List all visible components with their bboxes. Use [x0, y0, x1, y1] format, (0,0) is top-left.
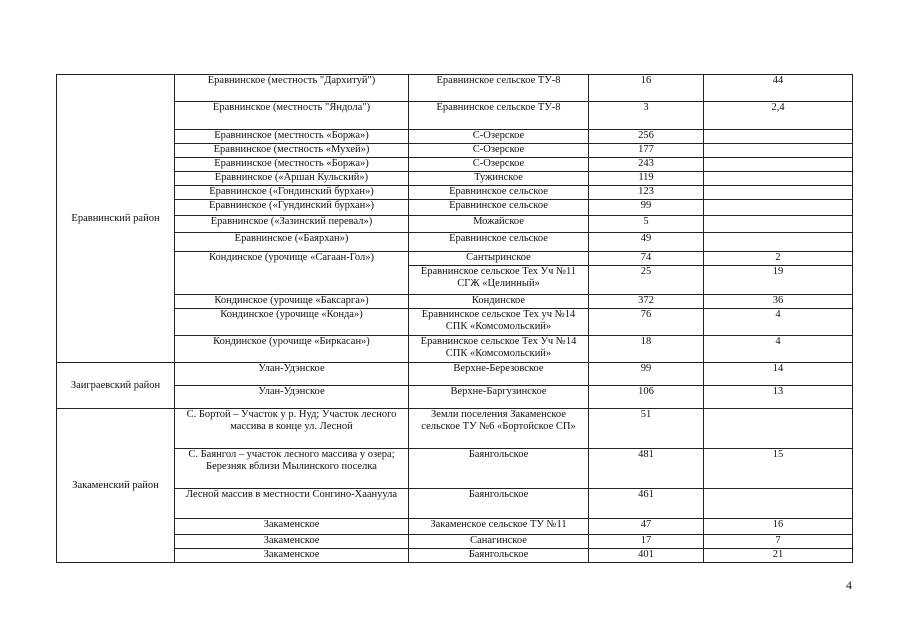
- organization-cell: Верхне-Березовское: [409, 363, 589, 386]
- table-row: [57, 386, 853, 409]
- table-row: [57, 309, 853, 336]
- value-cell: 123: [589, 186, 704, 200]
- value2-cell: [704, 130, 853, 144]
- organization-cell: Еравнинское сельское Тех уч №14 СПК «Комсомольский»: [409, 309, 589, 336]
- value2-cell: 14: [704, 363, 853, 386]
- value-cell: 481: [589, 449, 704, 489]
- table-row: [57, 295, 853, 309]
- value2-cell: 13: [704, 386, 853, 409]
- organization-cell: С-Озерское: [409, 144, 589, 158]
- table-row: [57, 252, 853, 266]
- value-cell: 256: [589, 130, 704, 144]
- value-cell: 49: [589, 233, 704, 252]
- value2-cell: [704, 233, 853, 252]
- table-row: [57, 336, 853, 363]
- value-cell: 461: [589, 489, 704, 519]
- value2-cell: 15: [704, 449, 853, 489]
- table-row: [57, 200, 853, 216]
- organization-cell: Еравнинское сельское: [409, 200, 589, 216]
- organization-cell: Баянгольское: [409, 549, 589, 563]
- value-cell: 51: [589, 409, 704, 449]
- value-cell: 119: [589, 172, 704, 186]
- value-cell: 74: [589, 252, 704, 266]
- place-cell: С. Баянгол – участок лесного массива у озера; Березняк вблизи Мылинского поселка: [175, 449, 409, 489]
- value2-cell: [704, 158, 853, 172]
- organization-cell: Верхне-Баргузинское: [409, 386, 589, 409]
- place-cell: Кондинское (урочище «Баксарга»): [175, 295, 409, 309]
- organization-cell: Еравнинское сельское: [409, 233, 589, 252]
- place-cell: Улан-Удэнское: [175, 386, 409, 409]
- table-row: [57, 144, 853, 158]
- value2-cell: [704, 216, 853, 233]
- place-cell: Улан-Удэнское: [175, 363, 409, 386]
- table-row: [57, 549, 853, 563]
- place-cell: Еравнинское («Аршан Кульский»): [175, 172, 409, 186]
- value2-cell: 19: [704, 266, 853, 295]
- value2-cell: 36: [704, 295, 853, 309]
- value-cell: 372: [589, 295, 704, 309]
- place-cell: Еравнинское (местность "Дархитуй"): [175, 75, 409, 102]
- table-row: [57, 130, 853, 144]
- district-cell: Еравнинский район: [57, 75, 175, 363]
- table-row: [57, 172, 853, 186]
- value-cell: 106: [589, 386, 704, 409]
- organization-cell: Баянгольское: [409, 489, 589, 519]
- value2-cell: [704, 144, 853, 158]
- table-row: [57, 158, 853, 172]
- place-cell: Еравнинское («Баярхан»): [175, 233, 409, 252]
- value-cell: 76: [589, 309, 704, 336]
- value-cell: 177: [589, 144, 704, 158]
- organization-cell: Еравнинское сельское: [409, 186, 589, 200]
- organization-cell: Сантыринское: [409, 252, 589, 266]
- table-row: [57, 363, 853, 386]
- organization-cell: Еравнинское сельское ТУ-8: [409, 75, 589, 102]
- value-cell: 47: [589, 519, 704, 535]
- organization-cell: Можайское: [409, 216, 589, 233]
- district-cell: Заиграевский район: [57, 363, 175, 409]
- value2-cell: 21: [704, 549, 853, 563]
- organization-cell: С-Озерское: [409, 158, 589, 172]
- value-cell: 17: [589, 535, 704, 549]
- value2-cell: 4: [704, 336, 853, 363]
- place-cell: Еравнинское («Зазинский перевал»): [175, 216, 409, 233]
- organization-cell: Еравнинское сельское Тех Уч №14 СПК «Комсомольский»: [409, 336, 589, 363]
- place-cell: Еравнинское (местность «Боржа»): [175, 130, 409, 144]
- table-row: [57, 102, 853, 130]
- value-cell: 16: [589, 75, 704, 102]
- value2-cell: 2,4: [704, 102, 853, 130]
- value-cell: 401: [589, 549, 704, 563]
- place-cell: Кондинское (урочище «Конда»): [175, 309, 409, 336]
- value-cell: 25: [589, 266, 704, 295]
- place-cell: Кондинское (урочище «Биркасан»): [175, 336, 409, 363]
- value2-cell: [704, 186, 853, 200]
- page-number: 4: [846, 578, 852, 592]
- table-row: [57, 216, 853, 233]
- place-cell: Еравнинское (местность «Мухей»): [175, 144, 409, 158]
- district-cell: Закаменский район: [57, 409, 175, 563]
- organization-cell: Закаменское сельское ТУ №11: [409, 519, 589, 535]
- organization-cell: Еравнинское сельское Тех Уч №11 СГЖ «Целинный»: [409, 266, 589, 295]
- value2-cell: 16: [704, 519, 853, 535]
- value-cell: 99: [589, 200, 704, 216]
- table-row: [57, 449, 853, 489]
- place-cell: Еравнинское («Гондинский бурхан»): [175, 186, 409, 200]
- organization-cell: С-Озерское: [409, 130, 589, 144]
- table-row: [57, 409, 853, 449]
- table-row: [57, 489, 853, 519]
- value-cell: 5: [589, 216, 704, 233]
- organization-cell: Санагинское: [409, 535, 589, 549]
- place-cell: Еравнинское («Гундинский бурхан»): [175, 200, 409, 216]
- value2-cell: [704, 200, 853, 216]
- place-cell: Еравнинское (местность "Яндола"): [175, 102, 409, 130]
- table-row: [57, 233, 853, 252]
- organization-cell: Еравнинское сельское ТУ-8: [409, 102, 589, 130]
- value-cell: 3: [589, 102, 704, 130]
- organization-cell: Баянгольское: [409, 449, 589, 489]
- value2-cell: [704, 489, 853, 519]
- value2-cell: 44: [704, 75, 853, 102]
- place-cell: Лесной массив в местности Сонгино-Хаануула: [175, 489, 409, 519]
- table-row: [57, 186, 853, 200]
- document-table: [56, 74, 853, 563]
- value-cell: 243: [589, 158, 704, 172]
- place-cell: Закаменское: [175, 519, 409, 535]
- value-cell: 18: [589, 336, 704, 363]
- value2-cell: 7: [704, 535, 853, 549]
- organization-cell: Земли поселения Закаменское сельское ТУ №6 «Бортойское СП»: [409, 409, 589, 449]
- table-row: [57, 519, 853, 535]
- organization-cell: Тужинское: [409, 172, 589, 186]
- place-cell: Закаменское: [175, 549, 409, 563]
- table-row: [57, 75, 853, 102]
- value2-cell: 4: [704, 309, 853, 336]
- value2-cell: [704, 409, 853, 449]
- place-cell: Кондинское (урочище «Сагаан-Гол»): [175, 252, 409, 295]
- table-row: [57, 535, 853, 549]
- organization-cell: Кондинское: [409, 295, 589, 309]
- value2-cell: 2: [704, 252, 853, 266]
- place-cell: Еравнинское (местность «Боржа»): [175, 158, 409, 172]
- value-cell: 99: [589, 363, 704, 386]
- table-body: [57, 75, 853, 563]
- value2-cell: [704, 172, 853, 186]
- place-cell: С. Бортой – Участок у р. Нуд; Участок лесного массива в конце ул. Лесной: [175, 409, 409, 449]
- place-cell: Закаменское: [175, 535, 409, 549]
